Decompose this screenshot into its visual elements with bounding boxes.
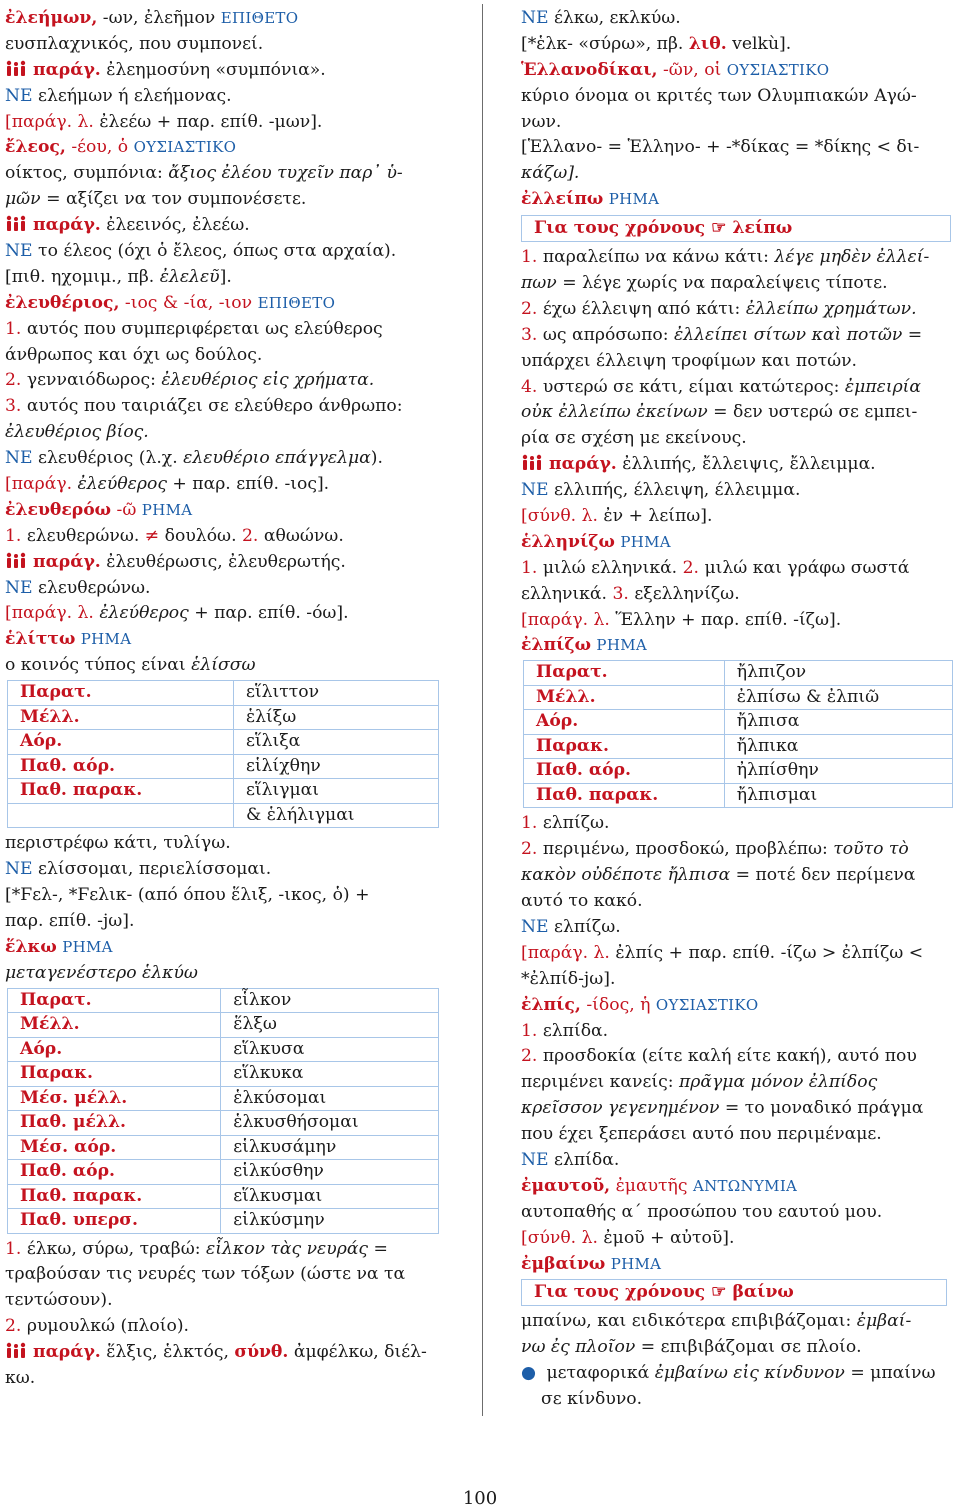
- conjugation-row: [524, 734, 953, 759]
- tense-label: Μέλλ.: [8, 1013, 221, 1038]
- conjugation-row: [8, 754, 439, 779]
- tense-form: εἵλιττον: [233, 681, 438, 706]
- tenses-reference-box: Για τους χρόνους ☞ λείπω: [521, 215, 951, 242]
- conjugation-row: [8, 1013, 439, 1038]
- conjugation-row: [524, 661, 953, 686]
- headword: ἐλεήμων,: [5, 8, 98, 28]
- tense-form: ἠλπίσθην: [724, 759, 952, 784]
- tense-label: Μέσ. μέλλ.: [8, 1086, 221, 1111]
- entry-eleftherios-header: ἐλευθέριος, -ιος & -ία, -ιον ΕΠΙΘΕΤΟ: [5, 292, 336, 313]
- conjugation-row: [8, 1062, 439, 1087]
- conjugation-row: [8, 988, 439, 1013]
- entry-eleemon-header: ἐλεήμων, -ων, ἐλεῆμον ΕΠΙΘΕΤΟ: [5, 8, 299, 28]
- tense-form: εἱλκυσάμην: [221, 1135, 439, 1160]
- conjugation-row: [524, 685, 953, 710]
- definition: ευσπλαχνικός, που συμπονεί.: [5, 33, 264, 54]
- conjugation-row: [8, 705, 439, 730]
- tense-form: εἱλίχθην: [233, 754, 438, 779]
- tense-label: Παρατ.: [8, 988, 221, 1013]
- tense-form: εἵλκυσμαι: [221, 1184, 439, 1209]
- tense-label: Παθ. παρακ.: [8, 1184, 221, 1209]
- tense-label: Παρακ.: [524, 734, 725, 759]
- tense-label: Παρατ.: [8, 681, 234, 706]
- tense-form: & ἑλήλιγμαι: [233, 803, 438, 828]
- family-icon: [5, 60, 27, 76]
- tense-form: ἤλπισμαι: [724, 783, 952, 808]
- tense-label: Παθ. παρακ.: [8, 779, 234, 804]
- entry-hellenizo-header: ἑλληνίζω ΡΗΜΑ: [521, 531, 671, 552]
- entry-emautou-header: ἐμαυτοῦ, ἐμαυτῆς ΑΝΤΩΝΥΜΙΑ: [521, 1175, 798, 1196]
- headword: ἔλεος,: [5, 137, 66, 158]
- tense-label: Παρακ.: [8, 1062, 221, 1087]
- right-column: ΝΕ έλκω, εκλκύω. [*ἑλκ- «σύρω», πβ. λιθ. velkù]. Ἑλλανοδίκαι, -ῶν, οἱ ΟΥΣΙΑΣΤΙΚΟ κύριο όνομα οι κριτές των Ολυμπιακών Αγώ- νων. [Ἑλλανο- = Ἑλληνο- + -*δίκας = *δίκης < δι- κάζω]. ἐλλείπω ΡΗΜΑ Για τους χρόνους ☞ λείπω 1. παραλείπω να κάνω κάτι: λέγε μηδὲν ἐλλεί- πων = λέγε χωρίς να παραλείψεις τίποτε. 2. έχω έλλειψη από κάτι: ἐλλείπω χρημάτων. 3. ως απρόσωπο: ἐλλείπει σίτων καὶ ποτῶν = υπάρχει έλλειψη τροφίμων και ποτών. 4. υστερώ σε κάτι, είμαι κατώτερος: ἐμπειρία οὐκ ἐλλείπω ἐκείνων = δεν υστερώ σε εμπει- ρία σε σχέση με εκείνους. παράγ. ἐλλιπής, ἔλλειψις, ἔλλειμμα. ΝΕ ελλιπής, έλλειψη, έλλειμμα. [σύνθ. λ. ἐν + λείπω]. ἑλληνίζω ΡΗΜΑ 1. μιλώ ελληνικά. 2. μιλώ και γράφω σωστά ελληνικά. 3. εξελληνίζω. [παράγ. λ. Ἕλλην + παρ. επίθ. -ίζω]. ἐλπίζω ΡΗΜΑ Παρατ. ἤλπιζον Μέλλ. ἐλπίσω & ἐλπιῶ Αόρ. ἤλπισα Παρακ. ἤλπικα Παθ. αόρ. ἠλπίσθην Παθ. παρακ. ἤλπισμαι 1. ελπίζω. 2. περιμένω, προσδοκώ, προβλέπω: τοῦτο τὸ κακὸν οὐδέποτε ἤλπισα = ποτέ δεν περίμενα αυτό το κακό. ΝΕ ελπίζω. [παράγ. λ. ἐλπίς + παρ. επίθ. -ίζω > ἐλπίζω < *ἐλπίδ-jω]. ἐλπίς, -ίδος, ἡ ΟΥΣΙΑΣΤΙΚΟ 1. ελπίδα. 2. προσδοκία (είτε καλή είτε κακή), αυτό που περιμένει κανείς: πρᾶγμα μόνον ἐλπίδος κρεῖσσον γεγενημένον = το μοναδικό πράγμα που έχει ξεπεράσει αυτό που περιμέναμε. ΝΕ ελπίδα. ἐμαυτοῦ, ἐμαυτῆς ΑΝΤΩΝΥΜΙΑ αυτοπαθής α΄ προσώπου του εαυτού μου. [σύνθ. λ. ἐμοῦ + αὐτοῦ]. ἐμβαίνω ΡΗΜΑ Για τους χρόνους ☞ βαίνω μπαίνω, και ειδικότερα επιβιβάζομαι: ἐμβαί- νω ἐς πλοῖον = επιβιβάζομαι σε πλοίο. ● μεταφορικά ἐμβαίνω εἰς κίνδυνον = μπαίνω σε κίνδυνο.: [521, 6, 957, 1413]
- entry-elpizo-header: ἐλπίζω ΡΗΜΑ: [521, 635, 647, 656]
- tense-label: Αόρ.: [8, 1037, 221, 1062]
- tense-form: εἵλιγμαι: [233, 779, 438, 804]
- entry-eleftheroo-header: ἐλευθερόω -ῶ ΡΗΜΑ: [5, 499, 193, 520]
- not-equal-icon: ≠: [144, 525, 160, 546]
- conjugation-row: [8, 1184, 439, 1209]
- entry-elleipo-header: ἐλλείπω ΡΗΜΑ: [521, 189, 660, 210]
- conjugation-row: [8, 1160, 439, 1185]
- entry-eleos-header: ἔλεος, -έου, ὁ ΟΥΣΙΑΣΤΙΚΟ: [5, 137, 237, 158]
- left-column: ἐλεήμων, -ων, ἐλεῆμον ΕΠΙΘΕΤΟ ευσπλαχνικός, που συμπονεί. παράγ. ἐλεημοσύνη «συμπόνια». ΝΕ ελεήμων ή ελεήμονας. [παράγ. λ. ἐλεέω + παρ. επίθ. -μων]. ἔλεος, -έου, ὁ ΟΥΣΙΑΣΤΙΚΟ οίκτος, συμπόνια: ἄξιος ἐλέου τυχεῖν παρ᾽ ὑ- μῶν = αξίζει να τον συμπονέσετε. παράγ. ἐλεεινός, ἐλεέω. ΝΕ το έλεος (όχι ὁ ἔλεος, όπως στα αρχαία). [πιθ. ηχομιμ., πβ. ἐλελεῦ]. ἐλευθέριος, -ιος & -ία, -ιον ΕΠΙΘΕΤΟ 1. αυτός που συμπεριφέρεται ως ελεύθερος άνθρωπος και όχι ως δούλος. 2. γενναιόδωρος: ἐλευθέριος εἰς χρήματα. 3. αυτός που ταιριάζει σε ελεύθερο άνθρωπο: ἐλευθέριος βίος. ΝΕ ελευθέριος (λ.χ. ελευθέριο επάγγελμα). [παράγ. ἐλεύθερος + παρ. επίθ. -ιος]. ἐλευθερόω -ῶ ΡΗΜΑ 1. ελευθερώνω. ≠ δουλόω. 2. αθωώνω. παράγ. ἐλευθέρωσις, ἐλευθερωτής. ΝΕ ελευθερώνω. [παράγ. λ. ἐλεύθερος + παρ. επίθ. -όω]. ἑλίττω ΡΗΜΑ ο κοινός τύπος είναι ἑλίσσω Παρατ. εἵλιττον Μέλλ. ἑλίξω Αόρ. εἵλιξα Παθ. αόρ. εἱλίχθην Παθ. παρακ. εἵλιγμαι & ἑλήλιγμαι περιστρέφω κάτι, τυλίγω. ΝΕ ελίσσομαι, περιελίσσομαι. [*Ϝελ-, *Ϝελικ- (από όπου ἕλιξ, -ικος, ὁ) + παρ. επίθ. -jω]. ἕλκω ΡΗΜΑ μεταγενέστερο ἑλκύω Παρατ. εἷλκον Μέλλ. ἕλξω Αόρ. εἵλκυσα Παρακ. εἵλκυκα Μέσ. μέλλ. ἑλκύσομαι Παθ. μέλλ. ἑλκυσθήσομαι Μέσ. αόρ. εἱλκυσάμην Παθ. αόρ. εἱλκύσθην Παθ. παρακ. εἵλκυσμαι Παθ. υπερσ. εἱλκύσμην 1. έλκω, σύρω, τραβώ: εἷλκον τὰς νευράς = τραβούσαν τις νευρές των τόξων (ώστε να τα τεντώσουν). 2. ρυμουλκώ (πλοίο). παράγ. ἕλξις, ἑλκτός, σύνθ. ἀμφέλκω, διέλ- κω.: [5, 6, 443, 1392]
- tense-form: εἵλιξα: [233, 730, 438, 755]
- tense-label: Μέλλ.: [524, 685, 725, 710]
- conjugation-row: [8, 1037, 439, 1062]
- conjugation-row: [8, 1111, 439, 1136]
- tense-form: ἤλπιζον: [724, 661, 952, 686]
- tense-form: ἕλξω: [221, 1013, 439, 1038]
- conjugation-row: [8, 730, 439, 755]
- tense-label: Παθ. υπερσ.: [8, 1209, 221, 1234]
- conjugation-table: [7, 680, 439, 828]
- family-icon: [5, 552, 27, 568]
- conjugation-row: [8, 681, 439, 706]
- tense-label: Μέσ. αόρ.: [8, 1135, 221, 1160]
- tense-form: ἐλπίσω & ἐλπιῶ: [724, 685, 952, 710]
- tense-label: Παρατ.: [524, 661, 725, 686]
- tense-form: εἵλκυκα: [221, 1062, 439, 1087]
- entry-hellanodikai-header: Ἑλλανοδίκαι, -ῶν, οἱ ΟΥΣΙΑΣΤΙΚΟ: [521, 59, 830, 80]
- conjugation-row: [8, 1086, 439, 1111]
- tense-form: ἤλπικα: [724, 734, 952, 759]
- conjugation-row: [8, 1135, 439, 1160]
- tense-label: Παθ. αόρ.: [524, 759, 725, 784]
- tense-form: εἱλκύσμην: [221, 1209, 439, 1234]
- tense-label: Παθ. παρακ.: [524, 783, 725, 808]
- tense-label: Αόρ.: [524, 710, 725, 735]
- tense-form: ἑλκυσθήσομαι: [221, 1111, 439, 1136]
- conjugation-row: [524, 783, 953, 808]
- tense-label: Μέλλ.: [8, 705, 234, 730]
- tense-label: Αόρ.: [8, 730, 234, 755]
- conjugation-table: [523, 660, 953, 808]
- tense-form: ἤλπισα: [724, 710, 952, 735]
- tense-form: εἷλκον: [221, 988, 439, 1013]
- conjugation-row: [524, 710, 953, 735]
- conjugation-row: [524, 759, 953, 784]
- conjugation-row: [8, 1209, 439, 1234]
- family-icon: [521, 454, 543, 470]
- conjugation-row: [8, 803, 439, 828]
- entry-elpis-header: ἐλπίς, -ίδος, ἡ ΟΥΣΙΑΣΤΙΚΟ: [521, 994, 759, 1015]
- family-icon: [5, 1342, 27, 1358]
- tense-form: εἱλκύσθην: [221, 1160, 439, 1185]
- tense-label: Παθ. αόρ.: [8, 754, 234, 779]
- bullet-icon: ●: [521, 1363, 536, 1384]
- pos-label: ΕΠΙΘΕΤΟ: [220, 9, 299, 27]
- entry-embaino-header: ἐμβαίνω ΡΗΜΑ: [521, 1253, 662, 1274]
- column-divider: [482, 4, 483, 1416]
- tense-label: Παθ. μέλλ.: [8, 1111, 221, 1136]
- tense-label: Παθ. αόρ.: [8, 1160, 221, 1185]
- family-icon: [5, 215, 27, 231]
- tense-label: [8, 803, 234, 828]
- tense-form: ἑλίξω: [233, 705, 438, 730]
- tenses-reference-box: Για τους χρόνους ☞ βαίνω: [521, 1279, 947, 1306]
- conjugation-row: [8, 779, 439, 804]
- entry-elitto-header: ἑλίττω ΡΗΜΑ: [5, 629, 132, 650]
- entry-elko-header: ἕλκω ΡΗΜΑ: [5, 936, 113, 957]
- tense-form: εἵλκυσα: [221, 1037, 439, 1062]
- conjugation-table: [7, 988, 439, 1234]
- tense-form: ἑλκύσομαι: [221, 1086, 439, 1111]
- page-number: 100: [462, 1488, 498, 1509]
